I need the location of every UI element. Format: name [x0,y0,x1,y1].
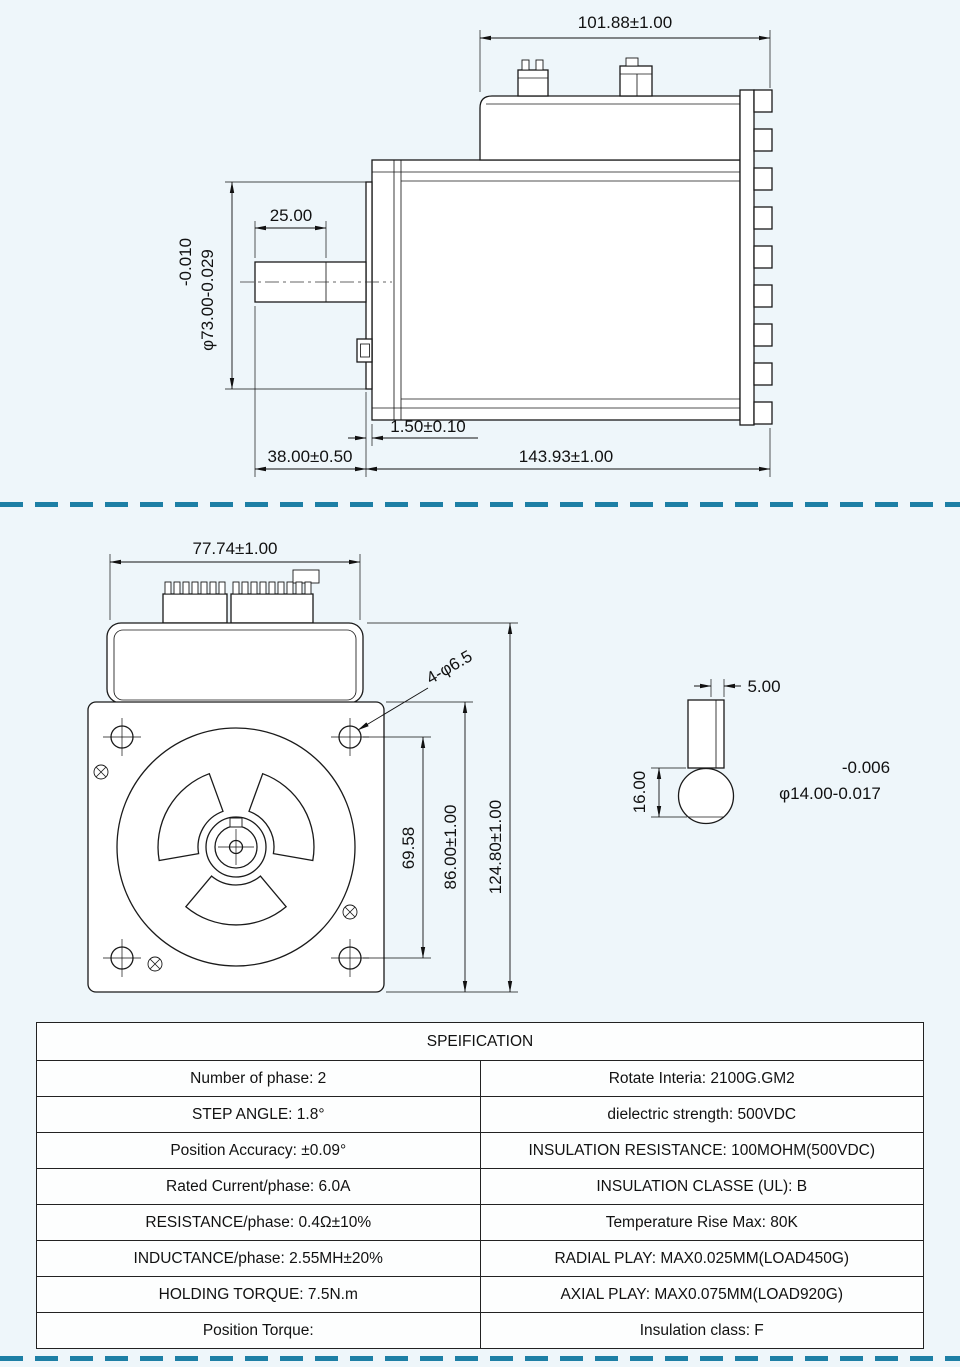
side-view-drawing [0,0,960,500]
dim-shaft-dia-tol: -0.006 [841,758,891,777]
spec-cell-right: Insulation class: F [480,1313,924,1349]
table-row [37,1313,924,1349]
table-row [37,1205,924,1241]
dim-shaft-length: 38.00±0.50 [267,447,353,466]
table-row [37,1133,924,1169]
connector-small [518,60,548,96]
shaft-detail [679,700,734,824]
dim-flat-width: 16.00 [630,770,649,814]
spec-cell-right: Rotate Interia: 2100G.GM2 [480,1061,924,1097]
spec-cell-right: Temperature Rise Max: 80K [480,1205,924,1241]
spec-cell-left: Position Accuracy: ±0.09° [37,1133,481,1169]
table-row [37,1169,924,1205]
table-row [37,1097,924,1133]
spec-cell-right: RADIAL PLAY: MAX0.025MM(LOAD450G) [480,1241,924,1277]
terminal-pins [165,582,311,594]
heatsink [740,90,772,425]
dim-boss-step: 1.50±0.10 [390,417,466,436]
dim-shaft-flat: 25.00 [269,206,313,225]
table-row [37,1241,924,1277]
dim-driver-width: 101.88±1.00 [577,13,673,32]
connector-large [620,58,652,96]
spec-cell-right: dielectric strength: 500VDC [480,1097,924,1133]
front-view-drawing [0,530,960,1020]
spec-table-title: SPEIFICATION [37,1023,924,1061]
spec-cell-left: STEP ANGLE: 1.8° [37,1097,481,1133]
motor-body-side [372,160,740,420]
section-divider-bottom [0,1356,960,1361]
dim-shaft-dia: φ14.00-0.017 [779,784,881,803]
driver-top-view [107,570,363,703]
spec-cell-right: AXIAL PLAY: MAX0.075MM(LOAD920G) [480,1277,924,1313]
dim-overall-height: 124.80±1.00 [486,799,505,895]
spec-cell-left: Rated Current/phase: 6.0A [37,1169,481,1205]
dim-mount-holes: 4-φ6.5 [422,646,476,688]
section-divider-top [0,502,960,507]
table-row [37,1061,924,1097]
dim-body-dia-tol: -0.010 [176,237,195,287]
dim-front-driver-width: 77.74±1.00 [192,539,278,558]
spec-cell-left: Position Torque: [37,1313,481,1349]
dim-body-dia: φ73.00-0.029 [198,249,217,351]
spec-cell-right: INSULATION CLASSE (UL): B [480,1169,924,1205]
dimensions-shaft [630,677,890,817]
spec-title-row [37,1023,924,1061]
spec-table [36,1022,924,1349]
spec-cell-left: RESISTANCE/phase: 0.4Ω±10% [37,1205,481,1241]
shaft-side [240,182,392,389]
dim-body-length: 143.93±1.00 [518,447,614,466]
dim-flange-size: 86.00±1.00 [441,804,460,890]
motor-face [117,728,355,966]
dim-hole-spacing: 69.58 [399,826,418,870]
spec-cell-left: Number of phase: 2 [37,1061,481,1097]
dim-flat-depth: 5.00 [747,677,781,696]
spec-cell-left: HOLDING TORQUE: 7.5N.m [37,1277,481,1313]
spec-cell-left: INDUCTANCE/phase: 2.55MH±20% [37,1241,481,1277]
spec-cell-right: INSULATION RESISTANCE: 100MOHM(500VDC) [480,1133,924,1169]
table-row [37,1277,924,1313]
driver-side [480,96,740,160]
